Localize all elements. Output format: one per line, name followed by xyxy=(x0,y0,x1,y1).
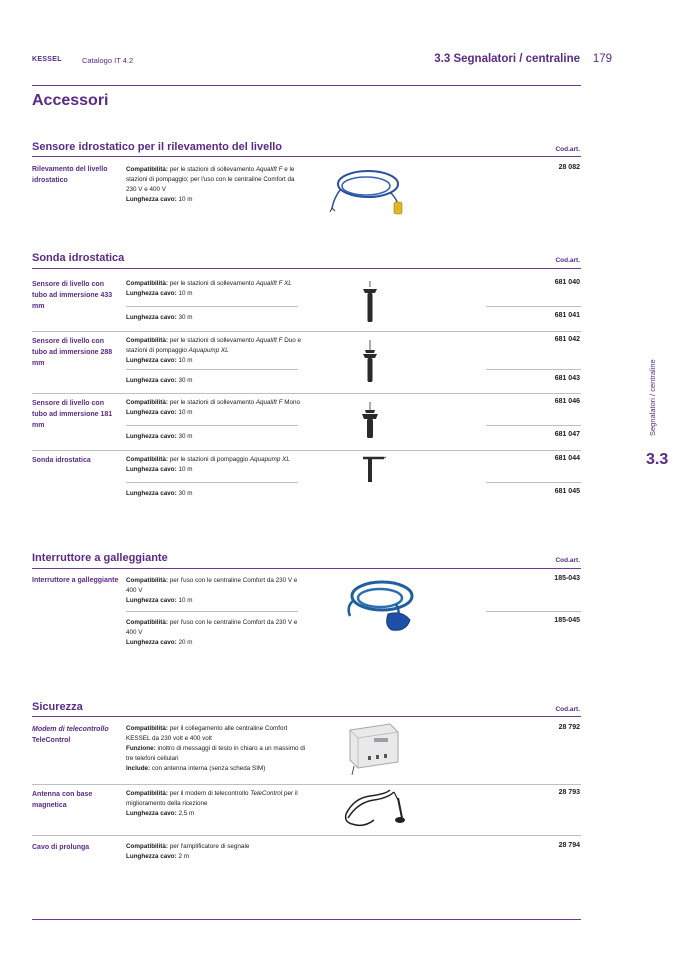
product-description: Compatibilità: per le stazioni di sollevamento Aqualift F Duo e stazioni di pompaggio Aquapump XL Lunghezza cavo: 10 m xyxy=(126,337,302,364)
hydrostatic-probe-image xyxy=(362,455,386,483)
article-code: 28 794 xyxy=(558,842,580,849)
row-divider xyxy=(126,306,298,307)
section-rule xyxy=(32,156,581,157)
article-code: 681 042 xyxy=(554,336,580,343)
product-description: Compatibilità: per l'uso con le centraline Comfort da 230 V e 400 V Lunghezza cavo: 10 m xyxy=(126,577,298,604)
article-code: 681 043 xyxy=(554,375,580,382)
page-title: Accessori xyxy=(32,92,109,109)
product-description: Compatibilità: per il modem di telecontrollo TeleControl per il miglioramento della ricezione Lunghezza cavo: 2,5 m xyxy=(126,790,298,817)
article-code: 28 792 xyxy=(558,724,580,731)
product-name: Sonda idrostatica xyxy=(32,457,91,464)
product-description-variant: Lunghezza cavo: 30 m xyxy=(126,377,193,384)
telecontrol-modem-image xyxy=(344,720,402,776)
article-code: 681 046 xyxy=(554,398,580,405)
catalog-label: Catalogo IT 4.2 xyxy=(82,56,134,65)
row-divider xyxy=(486,611,581,612)
section-heading: 3.3 Segnalatori / centraline xyxy=(434,53,580,65)
product-description: Compatibilità: per le stazioni di sollevamento Aqualift F Mono Lunghezza cavo: 10 m xyxy=(126,399,300,416)
row-divider xyxy=(486,369,581,370)
row-divider xyxy=(32,331,581,332)
probe-181-image xyxy=(361,402,379,440)
section-rule xyxy=(32,268,581,269)
section-rule xyxy=(32,716,581,717)
row-divider xyxy=(126,425,298,426)
product-description-variant: Lunghezza cavo: 30 m xyxy=(126,490,193,497)
row-divider xyxy=(32,393,581,394)
product-name: Sensore di livello con tubo ad immersione 181 mm xyxy=(32,400,113,429)
magnetic-antenna-image xyxy=(344,788,406,828)
article-code: 185-043 xyxy=(554,575,580,582)
section-title-float-switch: Interruttore a galleggiante xyxy=(32,552,168,564)
product-name: Cavo di prolunga xyxy=(32,844,90,851)
product-name: Interruttore a galleggiante xyxy=(32,577,119,584)
section-title-safety: Sicurezza xyxy=(32,701,83,713)
side-section-number: 3.3 xyxy=(646,451,669,468)
product-description-variant: Lunghezza cavo: 30 m xyxy=(126,433,193,440)
article-code: 681 040 xyxy=(554,279,580,286)
row-divider xyxy=(32,835,581,836)
probe-288-image xyxy=(362,340,378,384)
row-divider xyxy=(486,425,581,426)
article-code: 28 082 xyxy=(558,164,580,171)
section-title-hydrostatic-probe: Sonda idrostatica xyxy=(32,252,125,264)
row-divider xyxy=(32,450,581,451)
article-code: 681 045 xyxy=(554,488,580,495)
row-divider xyxy=(126,482,298,483)
product-description-variant: Lunghezza cavo: 30 m xyxy=(126,314,193,321)
article-code: 681 041 xyxy=(554,312,580,319)
hydrostatic-sensor-image xyxy=(330,164,410,216)
page-number: 179 xyxy=(592,53,612,65)
float-switch-image xyxy=(340,576,420,632)
footer-rule xyxy=(32,919,581,920)
product-description: Compatibilità: per le stazioni di pompaggio Aquapump XL Lunghezza cavo: 10 m xyxy=(126,456,290,473)
brand: KESSEL xyxy=(32,56,62,63)
article-code: 28 793 xyxy=(558,789,580,796)
section-rule xyxy=(32,568,581,569)
header-rule xyxy=(32,85,581,86)
article-code: 185-045 xyxy=(554,617,580,624)
probe-433-image xyxy=(362,281,378,323)
codart-label: Cod.art. xyxy=(555,146,580,153)
product-description: Compatibilità: per l'amplificatore di segnale Lunghezza cavo: 2 m xyxy=(126,843,250,860)
product-name: Antenna con base magnetica xyxy=(32,791,93,809)
product-name: Modem di telecontrollo TeleControl xyxy=(32,726,109,744)
article-code: 681 044 xyxy=(554,455,580,462)
product-description: Compatibilità: per il collegamento alle centraline Comfort KESSEL da 230 volt e 400 volt Funzione: inoltro di messaggi di testo in chiaro a un massimo di tre telefoni cellulari Include: con antenna interna (senza scheda SIM) xyxy=(126,725,306,772)
codart-label: Cod.art. xyxy=(555,257,580,264)
row-divider xyxy=(486,306,581,307)
product-name: Sensore di livello con tubo ad immersione 433 mm xyxy=(32,281,113,310)
product-description: Compatibilità: per le stazioni di sollevamento Aqualift F XL Lunghezza cavo: 10 m xyxy=(126,280,292,297)
article-code: 681 047 xyxy=(554,431,580,438)
product-description-variant: Compatibilità: per l'uso con le centraline Comfort da 230 V e 400 V Lunghezza cavo: 20 m xyxy=(126,619,298,646)
product-description: Compatibilità: per le stazioni di sollevamento Aqualift F e le stazioni di pompaggio; per l'uso con le centraline Comfort da 230 V e 400 V Lunghezza cavo: 10 m xyxy=(126,166,295,203)
row-divider xyxy=(126,611,298,612)
codart-label: Cod.art. xyxy=(555,557,580,564)
row-divider xyxy=(486,482,581,483)
side-section-label: Segnalatori / centraline xyxy=(648,359,657,436)
product-name: Rilevamento del livello idrostatico xyxy=(32,166,108,184)
codart-label: Cod.art. xyxy=(555,706,580,713)
section-title-hydrostatic-sensor: Sensore idrostatico per il rilevamento del livello xyxy=(32,141,283,153)
row-divider xyxy=(126,369,298,370)
row-divider xyxy=(32,784,581,785)
product-name: Sensore di livello con tubo ad immersione 288 mm xyxy=(32,338,113,367)
